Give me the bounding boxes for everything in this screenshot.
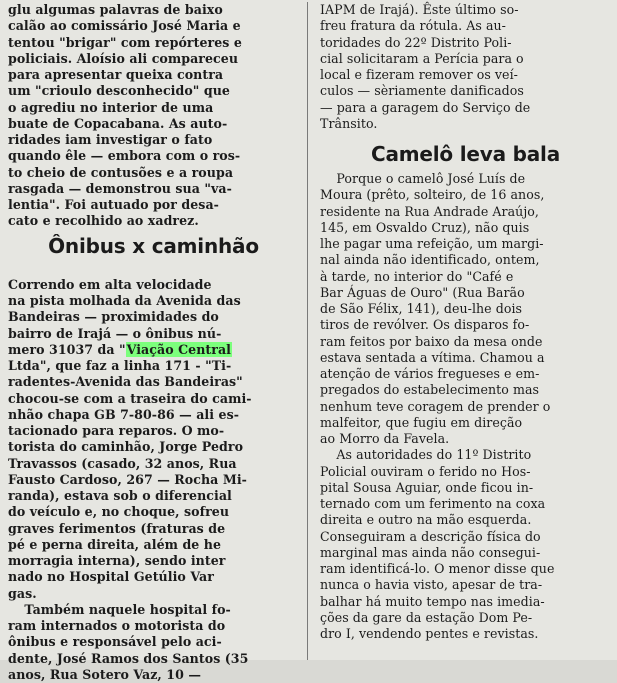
headline-onibus-caminhao: Ônibus x caminhão <box>48 233 259 258</box>
left-column <box>8 2 307 682</box>
column-divider <box>307 2 308 660</box>
paragraph-2-text-start: Correndo em alta velocidade na pista molhada da Avenida das Bandeiras — proximidades do bairro de Irajá — o ônibus nú- mero 31037 da " <box>8 276 241 357</box>
highlighted-company-name: Viação Central <box>126 341 232 357</box>
headline-camelo-leva-bala: Camelô leva bala <box>370 142 561 166</box>
paragraph-2-text-end: Ltda", que faz a linha 171 - "Ti- radentes-Avenida das Bandeiras" chocou-se com a traseira do cami- nhão chapa GB 7-80-86 — ali es- tacionado para reparos. O mo- torista do caminhão, Jorge Pedro Travassos (casado, 32 anos, Rua Fausto Cardoso, 267 — Rocha Mi- randa), estava sob o diferencial do veículo e, no choque, sofreu graves ferimentos (fraturas de pé e perna direita, além de he morragia interna), sendo inter nado no Hospital Getúlio Var gas. <box>8 358 252 601</box>
article-paragraph-3: Também naquele hospital fo- ram internados o motorista do ônibus e responsável pelo aci- dente, José Ramos dos Santos (35 anos, Rua Sotero Vaz, 10 — <box>8 601 249 682</box>
article-paragraph-1: glu algumas palavras de baixo calão ao comissário José Maria e tentou "brigar" com repórteres e policiais. Aloísio ali compareceu para apresentar queixa contra um "crioulo desconhecido" que o agrediu no interior de uma buate de Copacabana. As auto- ridades iam investigar o fato quando êle — embora com o ros- to cheio de contusões e a roupa rasgada — demonstrou sua "va- lentia". Foi autuado por desa- cato e recolhido ao xadrez. <box>8 2 242 229</box>
article-paragraph-6: As autoridades do 11º Distrito Policial ouviram o ferido no Hos- pital Sousa Aguiar, onde ficou in- ternado com um ferimento na coxa direita e outro na mão esquerda. Conseguiram a descrição física do marginal mas ainda não consegui- ram identificá-lo. O menor disse que nunca o havia visto, apesar de tra- balhar há muito tempo nas imedia- ções da gare da estação Dom Pe- dro I, vendendo pentes e revistas. <box>320 447 555 641</box>
article-paragraph-4: IAPM de Irajá). Êste último so- freu fratura da rótula. As au- toridades do 22º Distrito Poli- cial solicitaram a Perícia para o local e fizeram remover os veí- culos — sèriamente danificados — para a garagem do Serviço de Trânsito. <box>320 2 531 131</box>
article-paragraph-5: Porque o camelô José Luís de Moura (prêto, solteiro, de 16 anos, residente na Rua Andrade Araújo, 145, em Osvaldo Cruz), não quis lhe pagar uma refeição, um margi- nal ainda não identificado, ontem, à tarde, no interior do "Café e Bar Águas de Ouro" (Rua Barão de São Félix, 141), deu-lhe dois tiros de revólver. Os disparos fo- ram feitos por baixo da mesa onde estava sentada a vítima. Chamou a atenção de vários fregueses e em- pregados do estabelecimento mas nenhum teve coragem de prender o malfeitor, que fugiu em direção ao Morro da Favela. <box>320 171 551 446</box>
article-paragraph-2 <box>8 261 299 602</box>
right-column <box>308 2 611 660</box>
